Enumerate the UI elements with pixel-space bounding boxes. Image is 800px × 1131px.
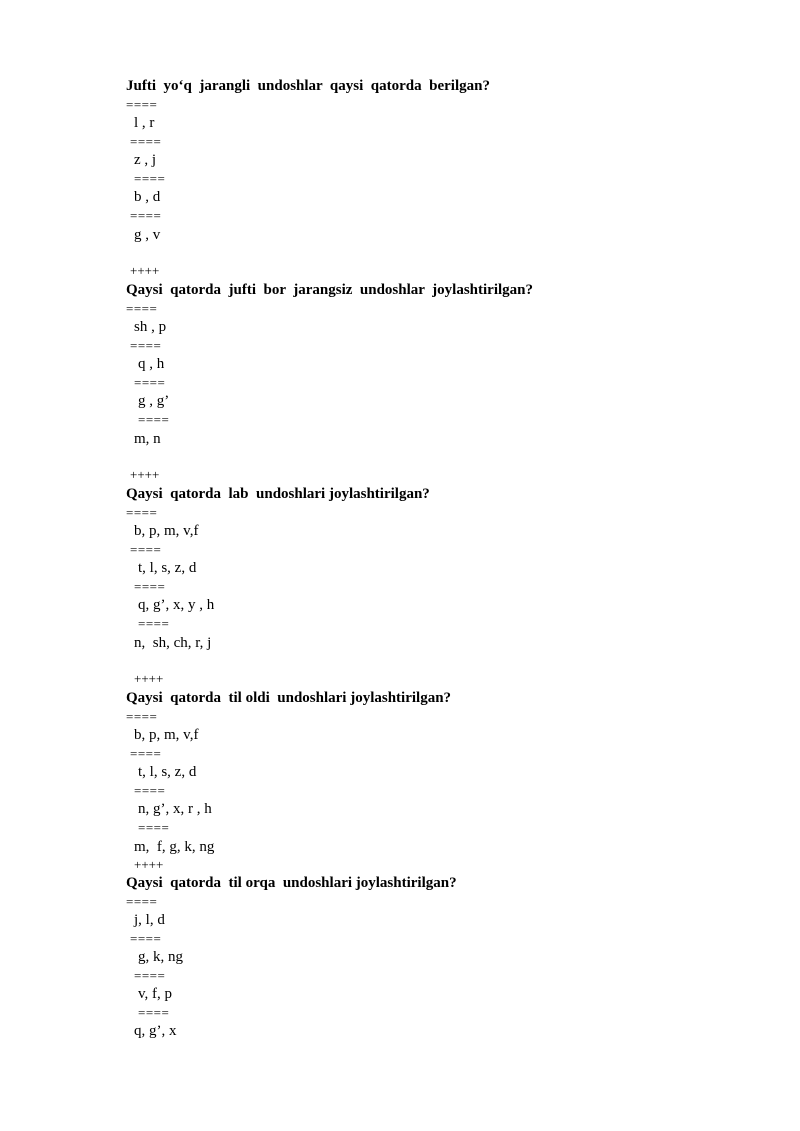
separator: ==== — [130, 542, 162, 557]
question-end-marker: ++++ — [134, 671, 164, 686]
question-2-option-2: q , h — [138, 356, 165, 372]
question-3-option-1: b, p, m, v,f — [134, 523, 199, 539]
separator: ==== — [126, 97, 158, 112]
question-4-text: Qaysi qatorda til oldi undoshlari joylashtirilgan? — [126, 690, 452, 706]
separator: ==== — [134, 968, 166, 983]
question-1-option-2: z , j — [134, 152, 157, 168]
question-2-option-4: m, n — [134, 431, 161, 447]
separator: ==== — [138, 616, 170, 631]
question-2-text: Qaysi qatorda jufti bor jarangsiz undoshlar joylashtirilgan? — [126, 282, 533, 298]
question-4-option-1: b, p, m, v,f — [134, 727, 199, 743]
separator: ==== — [134, 579, 166, 594]
question-4-option-3: n, g’, x, r , h — [138, 801, 212, 817]
separator: ==== — [130, 134, 162, 149]
separator: ==== — [130, 931, 162, 946]
separator: ==== — [126, 505, 158, 520]
question-5-text: Qaysi qatorda til orqa undoshlari joylashtirilgan? — [126, 875, 457, 891]
question-5-option-1: j, l, d — [134, 912, 165, 928]
separator: ==== — [138, 412, 170, 427]
question-3-text: Qaysi qatorda lab undoshlari joylashtirilgan? — [126, 486, 430, 502]
question-end-marker: ++++ — [130, 263, 160, 278]
question-1-text: Jufti yo‘q jarangli undoshlar qaysi qatorda berilgan? — [126, 78, 490, 94]
separator: ==== — [130, 746, 162, 761]
separator: ==== — [126, 301, 158, 316]
separator: ==== — [138, 1005, 170, 1020]
question-4-option-4: m, f, g, k, ng — [134, 839, 215, 855]
question-end-marker: ++++ — [134, 857, 164, 872]
question-end-marker: ++++ — [130, 467, 160, 482]
question-5-option-4: q, g’, x — [134, 1023, 177, 1039]
separator: ==== — [130, 208, 162, 223]
separator: ==== — [138, 820, 170, 835]
question-1-option-4: g , v — [134, 227, 161, 243]
separator: ==== — [126, 709, 158, 724]
question-2-option-3: g , g’ — [138, 393, 170, 409]
question-2-option-1: sh , p — [134, 319, 167, 335]
question-5-option-2: g, k, ng — [138, 949, 183, 965]
question-1-option-1: l , r — [134, 115, 155, 131]
question-3-option-4: n, sh, ch, r, j — [134, 635, 212, 651]
separator: ==== — [134, 375, 166, 390]
separator: ==== — [126, 894, 158, 909]
separator: ==== — [134, 783, 166, 798]
separator: ==== — [130, 338, 162, 353]
question-3-option-3: q, g’, x, y , h — [138, 597, 215, 613]
question-1-option-3: b , d — [134, 189, 161, 205]
question-3-option-2: t, l, s, z, d — [138, 560, 197, 576]
question-4-option-2: t, l, s, z, d — [138, 764, 197, 780]
question-5-option-3: v, f, p — [138, 986, 173, 1002]
separator: ==== — [134, 171, 166, 186]
